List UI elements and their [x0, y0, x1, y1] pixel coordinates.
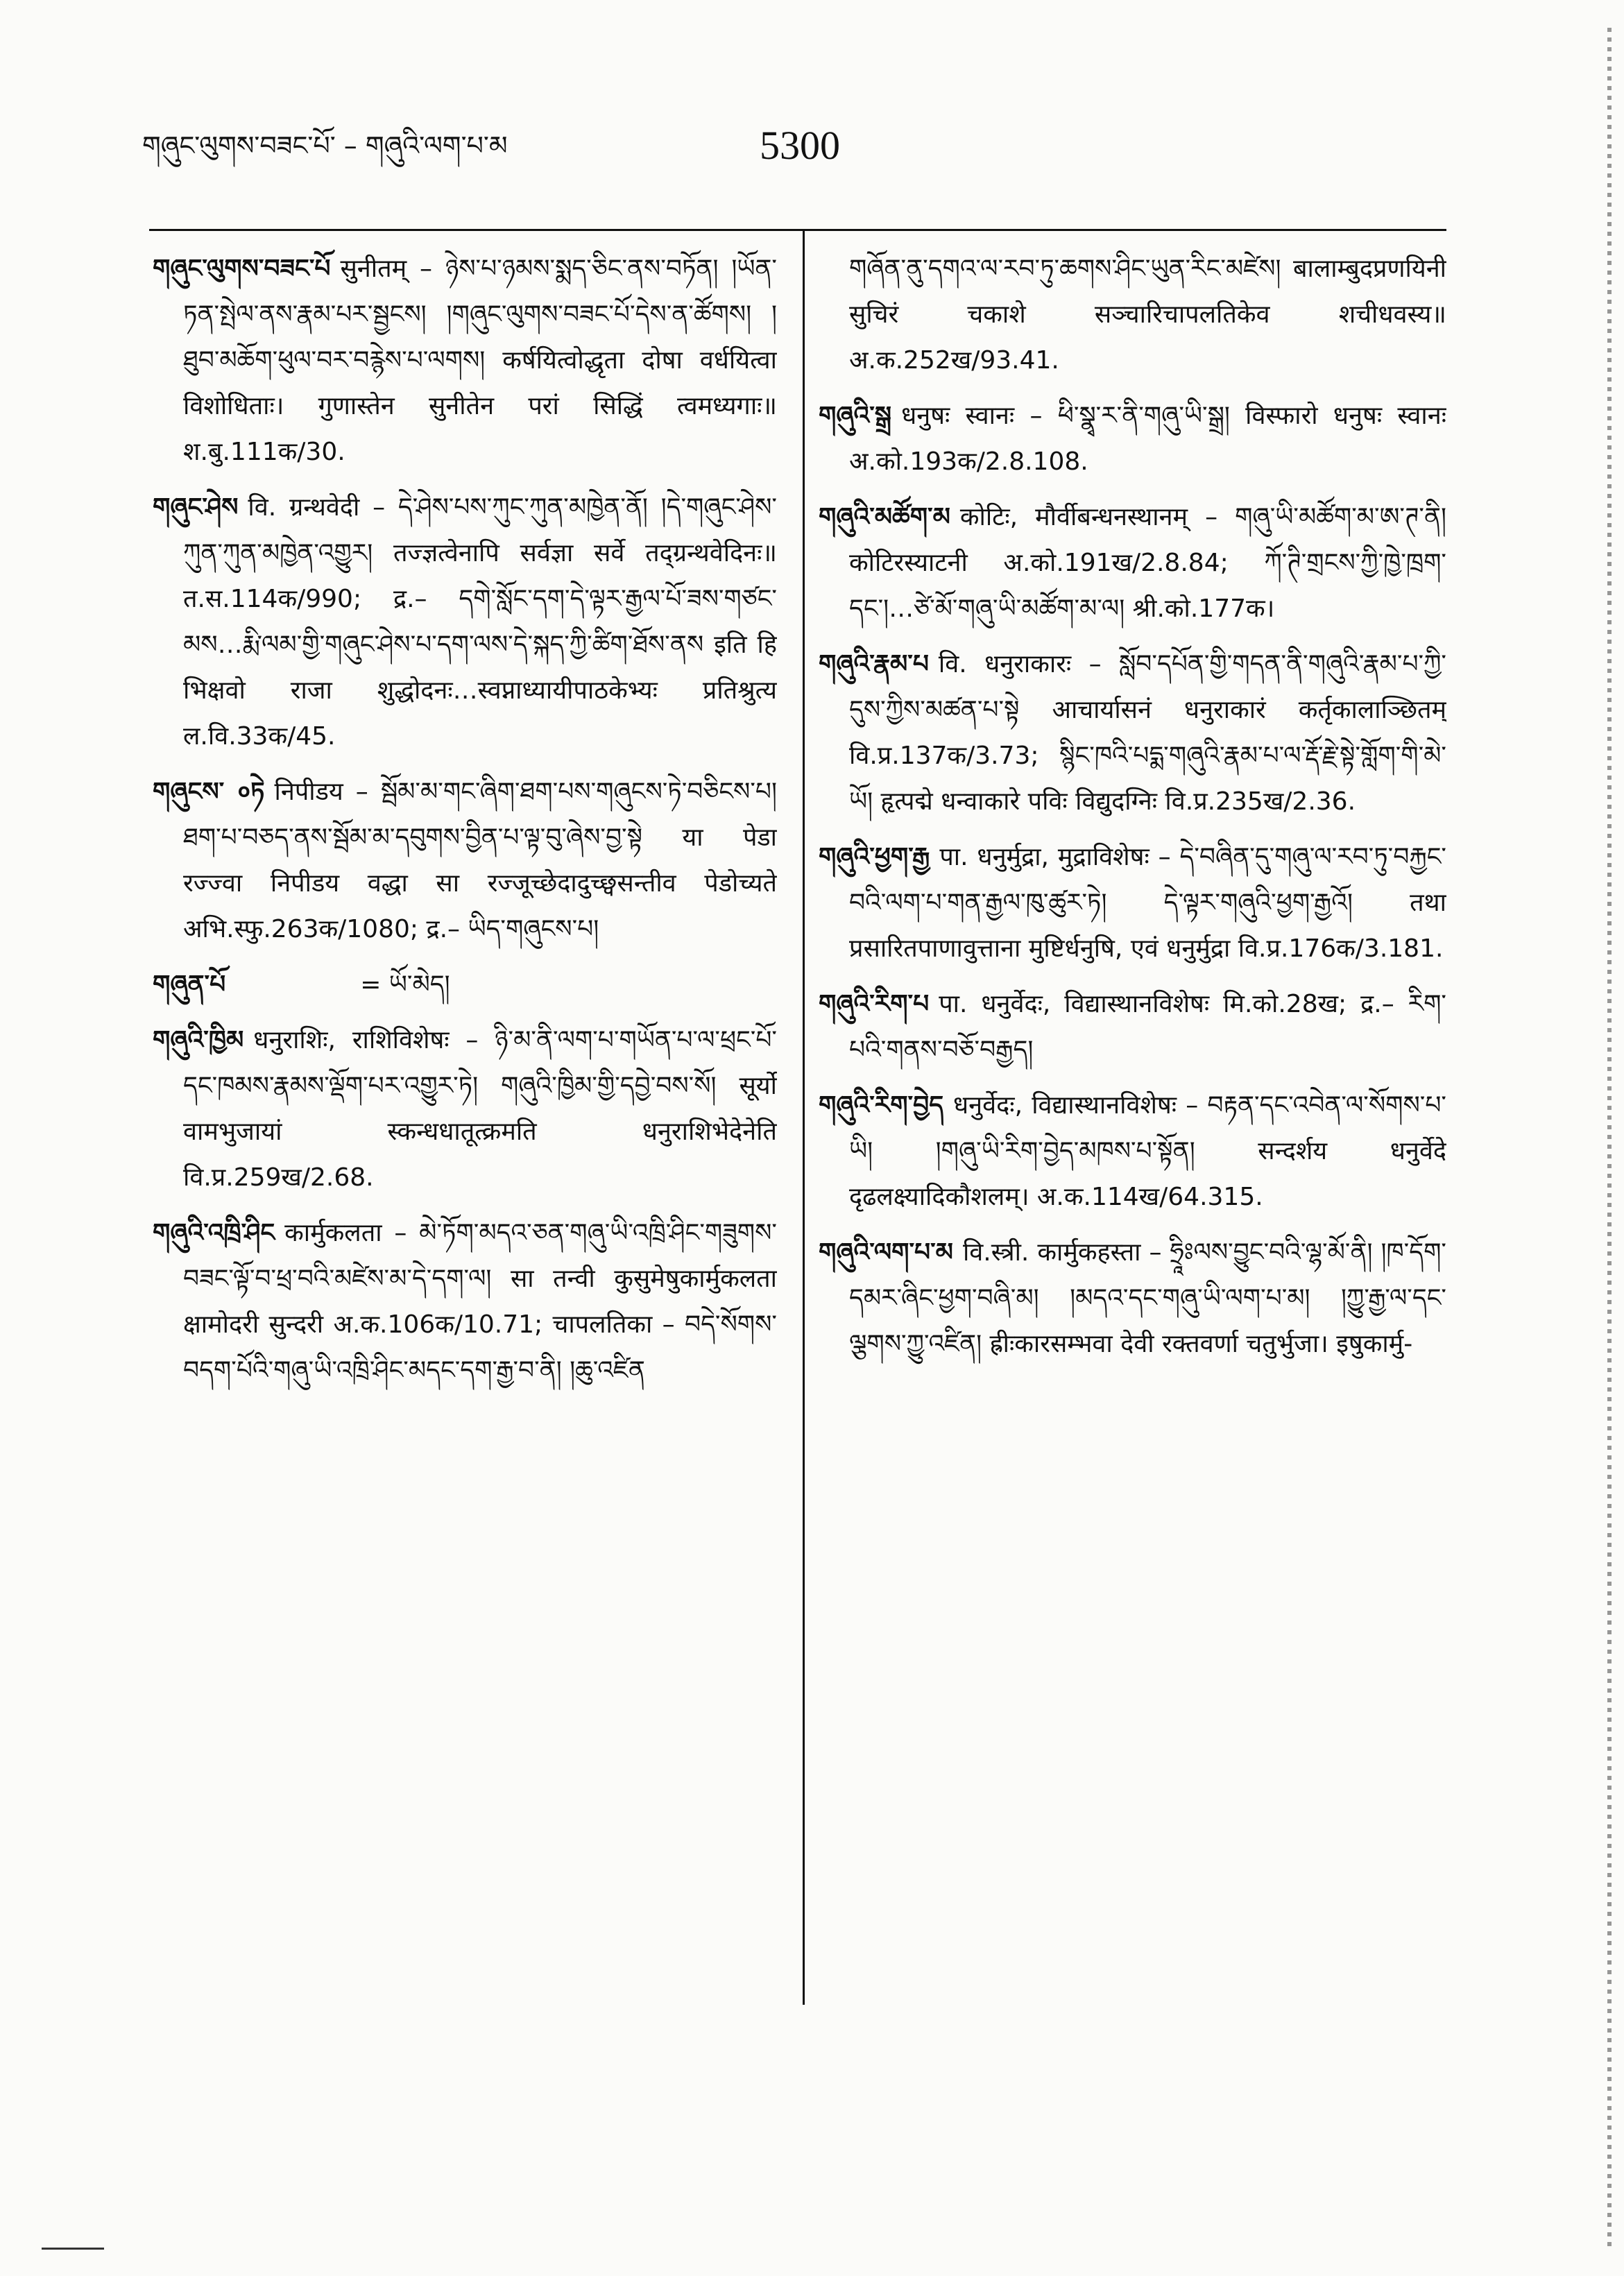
- entry-headword: གཞུངས་ ०ཏེ: [153, 778, 265, 806]
- entry-definition: निपीडय – སྦོམ་མ་གང་ཞིག་ཐག་པས་གཞུངས་ཏེ་བཅིངས་པ། ཐག་པ་བཅད་ནས་སྦོམ་མ་དབུགས་བྱིན་པ་ལྟ་བུ་ཞེས་བྱ་སྟེ या पेडा रज्ज्वा निपीडय वद्धा सा रज्जूच्छेदादुच्छ्वसन्तीव पेडोच्यते अभि.स्फु.263क/1080; द्र.– ཡིད་གཞུངས་པ།: [183, 778, 777, 943]
- entry-headword: གཞུན་པོ: [153, 970, 226, 999]
- dictionary-entry: [153, 962, 777, 1008]
- right-column: [819, 246, 1446, 2064]
- entry-headword: གཞུའི་ཁྱིམ: [153, 1026, 244, 1054]
- dictionary-entry: [819, 982, 1446, 1073]
- entry-headword: གཞུང་ལུགས་བཟང་པོ: [153, 255, 331, 283]
- entry-headword: གཞུའི་འཁྲི་ཤིང: [153, 1219, 275, 1247]
- entry-definition: पा. धनुर्वेदः, विद्यास्थानविशेषः मि.को.28ख; द्र.– རིག་པའི་གནས་བཅོ་བརྒྱད།: [849, 990, 1446, 1064]
- dictionary-entry: [819, 246, 1446, 384]
- dictionary-entry: [819, 393, 1446, 485]
- entry-headword: གཞུའི་ཕྱག་རྒྱ: [819, 843, 930, 871]
- footer-mark: [42, 2248, 104, 2250]
- dictionary-entry: [153, 246, 777, 475]
- entry-headword: གཞུའི་རིག་པ: [819, 990, 930, 1018]
- entry-definition: वि. ग्रन्थवेदी – དེ་ཤེས་པས་ཀུང་ཀུན་མཁྱེན་ནོ། །དེ་གཞུང་ཤེས་ཀུན་ཀུན་མཁྱེན་འགྱུར། तज्ज्ञत्वेनापि सर्वज्ञा सर्वे तद्ग्रन्थवेदिनः॥ त.स.114क/990; द्र.– དགེ་སློང་དག་དེ་ལྟར་རྒྱལ་པོ་ཟས་གཙང་མས…རྨི་ལམ་གྱི་གཞུང་ཤེས་པ་དག་ལས་དེ་སྐད་ཀྱི་ཚིག་ཐོས་ནས इति हि भिक्षवो राजा शुद्धोदनः…स्वप्नाध्यायीपाठकेभ्यः प्रतिश्रुत्य ल.वि.33क/45.: [183, 493, 777, 751]
- entry-headword: གཞུང་ཤེས: [153, 493, 239, 522]
- entry-headword: གཞུའི་སྒྲ: [819, 402, 892, 430]
- left-column: [153, 246, 777, 2064]
- dictionary-entry: [153, 1210, 777, 1394]
- dictionary-entry: [819, 495, 1446, 632]
- entry-headword: གཞུའི་རྣམ་པ: [819, 650, 929, 678]
- entry-headword: གཞུའི་རིག་བྱེད: [819, 1091, 944, 1120]
- dictionary-entry: [153, 485, 777, 760]
- column-divider: [803, 229, 805, 2005]
- running-head: གཞུང་ལུགས་བཟང་པོ་ – གཞུའི་ལག་པ་མ: [142, 130, 508, 161]
- entry-definition: धनुषः स्वानः – ཕི་སྣྭ་ར་ནི་གཞུ་ཡི་སྒྲ། विस्फारो धनुषः स्वानः अ.को.193क/2.8.108.: [849, 402, 1446, 476]
- entry-definition: = ཡོ་མེད།: [360, 970, 450, 999]
- dictionary-entry: [153, 1018, 777, 1201]
- scan-edge-mark: [1607, 28, 1612, 2248]
- entry-definition: कार्मुकलता – མེ་ཏོག་མདའ་ཅན་གཞུ་ཡི་འཁྲི་ཤིང་གཟུགས་བཟང་ལྟོ་བ་ཕྲ་བའི་མཛེས་མ་དེ་དག་ལ། सा तन्वी कुसुमेषुकार्मुकलता क्षामोदरी सुन्दरी अ.क.106क/10.71; चापलतिका – བདེ་སོགས་བདག་པོའི་གཞུ་ཡི་འཁྲི་ཤིང་མདང་དག་རྒྱ་བ་ནི། །ཆུ་འཛིན: [183, 1219, 777, 1385]
- entry-definition: धनुर्वेदः, विद्यास्थानविशेषः – བརྟན་དང་འབེན་ལ་སོགས་པ་ཡི། །གཞུ་ཡི་རིག་བྱེད་མཁས་པ་སྟོན། सन्दर्शय धनुर्वेदे दृढलक्ष्यादिकौशलम्। अ.क.114ख/64.315.: [849, 1091, 1446, 1211]
- entry-definition: གཞོན་ནུ་དགའ་ལ་རབ་ཏུ་ཆགས་ཤིང་ཡུན་རིང་མཛེས། बालाम्बुदप्रणयिनी सुचिरं चकाशे सञ्चारिचापलतिकेव शचीधवस्य॥ अ.क.252ख/93.41.: [849, 255, 1446, 375]
- header-rule: [149, 229, 1446, 231]
- entry-definition: सुनीतम् – ཉེས་པ་ཉམས་སྨད་ཅིང་ནས་བཏོན། །ཡོན་ཏན་སྤེལ་ནས་རྣམ་པར་སྦྱངས། །གཞུང་ལུགས་བཟང་པོ་དེས་ན་ཚོགས། །ཐུབ་མཆོག་ཕུལ་བར་བརྙེས་པ་ལགས། कर्षयित्वोद्धृता दोषा वर्धयित्वा विशोधिताः। गुणास्तेन सुनीतेन परां सिद्धिं त्वमध्यगाः॥ श.बु.111क/30.: [183, 255, 777, 466]
- entry-headword: གཞུའི་ལག་པ་མ: [819, 1238, 953, 1267]
- entry-definition: कोटिः, मौर्वीबन्धनस्थानम् – གཞུ་ཡི་མཚོག་མ་ཨ་ཊ་ནི། कोटिरस्याटनी अ.को.191ख/2.8.84; ཀོ་ཊི་གྲངས་ཀྱི་ཁྱེ་ཁྲག་དང་།…ཙེ་མོ་གཞུ་ཡི་མཚོག་མ་ལ། श्री.को.177क।: [849, 503, 1446, 623]
- dictionary-entry: [819, 642, 1446, 825]
- page-header: [142, 118, 1446, 194]
- entry-definition: वि. धनुराकारः – སློབ་དཔོན་གྱི་གདན་ནི་གཞུའི་རྣམ་པ་ཀྱི་དུས་ཀྱིས་མཚན་པ་སྟེ आचार्यासनं धनुराकारं कर्तृकालाञ्छितम् वि.प्र.137क/3.73; སྙིང་ཁའི་པདྨ་གཞུའི་རྣམ་པ་ལ་རྡོ་རྗེ་སྟེ་གློག་གི་མེ་ཡོ། हृत्पद्मे धन्वाकारे पविः विद्युदग्निः वि.प्र.235ख/2.36.: [849, 650, 1446, 816]
- dictionary-entry: [819, 1230, 1446, 1367]
- entry-definition: वि.स्त्री. कार्मुकहस्ता – ཧྲཱིཿལས་བྱུང་བའི་ལྷ་མོ་ནི། །ཁ་དོག་དམར་ཞིང་ཕྱག་བཞི་མ། །མདའ་དང་གཞུ་ཡི་ལག་པ་མ། །ཀྱུ་རྒྱ་ལ་དང་ལྕགས་ཀྱུ་འཛིན། ह्रीःकारसम्भवा देवी रक्तवर्णा चतुर्भुजा। इषुकार्मु-: [849, 1238, 1446, 1358]
- page-number: 5300: [760, 123, 840, 168]
- entry-headword: གཞུའི་མཚོག་མ: [819, 503, 950, 531]
- dictionary-entry: [819, 835, 1446, 972]
- dictionary-entry: [153, 769, 777, 952]
- entry-definition: पा. धनुर्मुद्रा, मुद्राविशेषः – དེ་བཞིན་དུ་གཞུ་ལ་རབ་ཏུ་བརྐྱང་བའི་ལག་པ་གན་རྒྱལ་ཁུ་ཚུར་ཏེ། དེ་ལྟར་གཞུའི་ཕྱག་རྒྱའོ། तथा प्रसारितपाणावुत्ताना मुष्टिर्धनुषि, एवं धनुर्मुद्रा वि.प्र.176क/3.181.: [849, 843, 1446, 963]
- entry-definition: धनुराशिः, राशिविशेषः – ཉི་མ་ནི་ལག་པ་གཡོན་པ་ལ་ཕྲང་པོ་དང་ཁམས་རྣམས་ལྡོག་པར་འགྱུར་ཏེ། གཞུའི་ཁྱིམ་གྱི་དབྱེ་བས་སོ། सूर्यो वामभुजायां स्कन्धधातूत्क्रमति धनुराशिभेदेनेति वि.प्र.259ख/2.68.: [183, 1026, 777, 1192]
- dictionary-entry: [819, 1083, 1446, 1220]
